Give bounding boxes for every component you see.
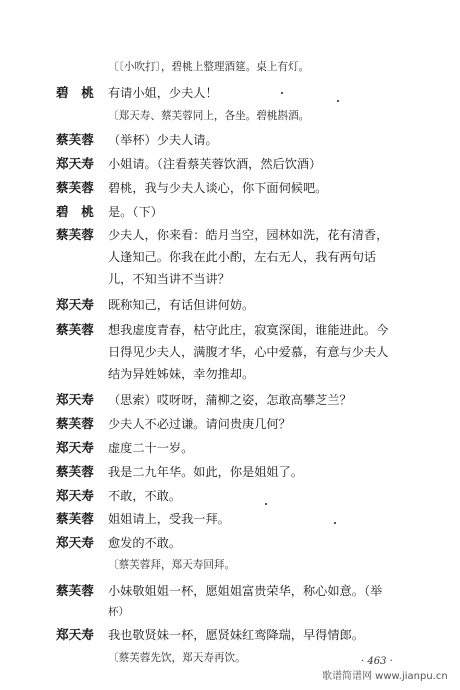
- dialogue-continuation: 日得见少夫人，满腹才华，心中爱慕，有意与少夫人: [108, 345, 389, 359]
- dialogue: 有请小姐，少夫人！: [108, 86, 218, 100]
- dialogue: 少夫人不必过谦。请问贵庚几何？: [108, 417, 291, 431]
- stage-direction: 〔〔小吹打〕，碧桃上整理酒筵。桌上有灯。: [108, 61, 310, 73]
- stage-direction-continuation: 杯）: [108, 606, 129, 618]
- speaker: 蔡芙蓉: [56, 132, 94, 147]
- speaker: 郑天寿: [56, 297, 94, 312]
- print-speck: [281, 92, 283, 94]
- dialogue-continuation: 人逢知己。你我在此小酌，左右无人，我有两句话: [108, 250, 377, 264]
- speaker: 郑天寿: [56, 627, 94, 642]
- speaker: 郑天寿: [56, 156, 94, 171]
- site-watermark: 歌谱简谱网 www.jianpu.cn: [322, 671, 448, 682]
- dialogue: 既称知己，有话但讲何妨。: [108, 298, 255, 312]
- dialogue-continuation: 结为异姓姊妹，幸勿推却。: [108, 367, 255, 381]
- stage-direction: 〔蔡芙蓉拜，郑天寿回拜。: [108, 559, 236, 571]
- page-number: · 463 ·: [361, 656, 393, 667]
- stage-direction: 〔蔡芙蓉先饮，郑天寿再饮。: [108, 652, 246, 664]
- dialogue: （举杯）少夫人请。: [108, 133, 218, 147]
- speaker: 蔡芙蓉: [56, 511, 94, 526]
- dialogue: 我是二九年华。如此，你是姐姐了。: [108, 465, 303, 479]
- dialogue: 小妹敬姐姐一杯，愿姐姐富贵荣华，称心如意。（举: [108, 584, 383, 598]
- speaker: 郑天寿: [56, 392, 94, 407]
- speaker: 郑天寿: [56, 440, 94, 455]
- dialogue: 少夫人，你来看：皓月当空，园林如洗，花有清香，: [108, 228, 389, 242]
- dialogue: 虚度二十一岁。: [108, 441, 194, 455]
- dialogue: 姐姐请上，受我一拜。: [108, 512, 230, 526]
- speaker: 蔡芙蓉: [56, 416, 94, 431]
- speaker: 郑天寿: [56, 488, 94, 503]
- speaker: 碧 桃: [56, 85, 94, 100]
- dialogue: 想我虚度青春，枯守此庄，寂寞深闺，谁能进此。今: [108, 323, 389, 337]
- speaker: 蔡芙蓉: [56, 464, 94, 479]
- dialogue: 碧桃，我与少夫人谈心，你下面伺候吧。: [108, 181, 328, 195]
- dialogue: 我也敬贤妹一杯，愿贤妹红鸾降瑞，早得情郎。: [108, 628, 364, 642]
- print-speck: [334, 522, 336, 524]
- dialogue: 是。（下）: [108, 205, 163, 219]
- stage-direction: 〔郑天寿、蔡芙蓉同上，各坐。碧桃斟酒。: [108, 110, 310, 122]
- dialogue: 不敢，不敢。: [108, 489, 182, 503]
- speaker: 蔡芙蓉: [56, 227, 94, 242]
- speaker: 碧 桃: [56, 204, 94, 219]
- dialogue-continuation: 儿，不知当讲不当讲？: [108, 272, 230, 286]
- speaker: 蔡芙蓉: [56, 322, 94, 337]
- speaker: 蔡芙蓉: [56, 180, 94, 195]
- speaker: 蔡芙蓉: [56, 583, 94, 598]
- print-speck: [265, 503, 267, 505]
- dialogue: 小姐请。（注看蔡芙蓉饮酒，然后饮酒）: [108, 157, 322, 171]
- dialogue: 愈发的不敢。: [108, 536, 182, 550]
- speaker: 郑天寿: [56, 535, 94, 550]
- dialogue: （思索）哎呀呀，蒲柳之姿，怎敢高攀芝兰？: [108, 393, 352, 407]
- print-speck: [337, 100, 339, 102]
